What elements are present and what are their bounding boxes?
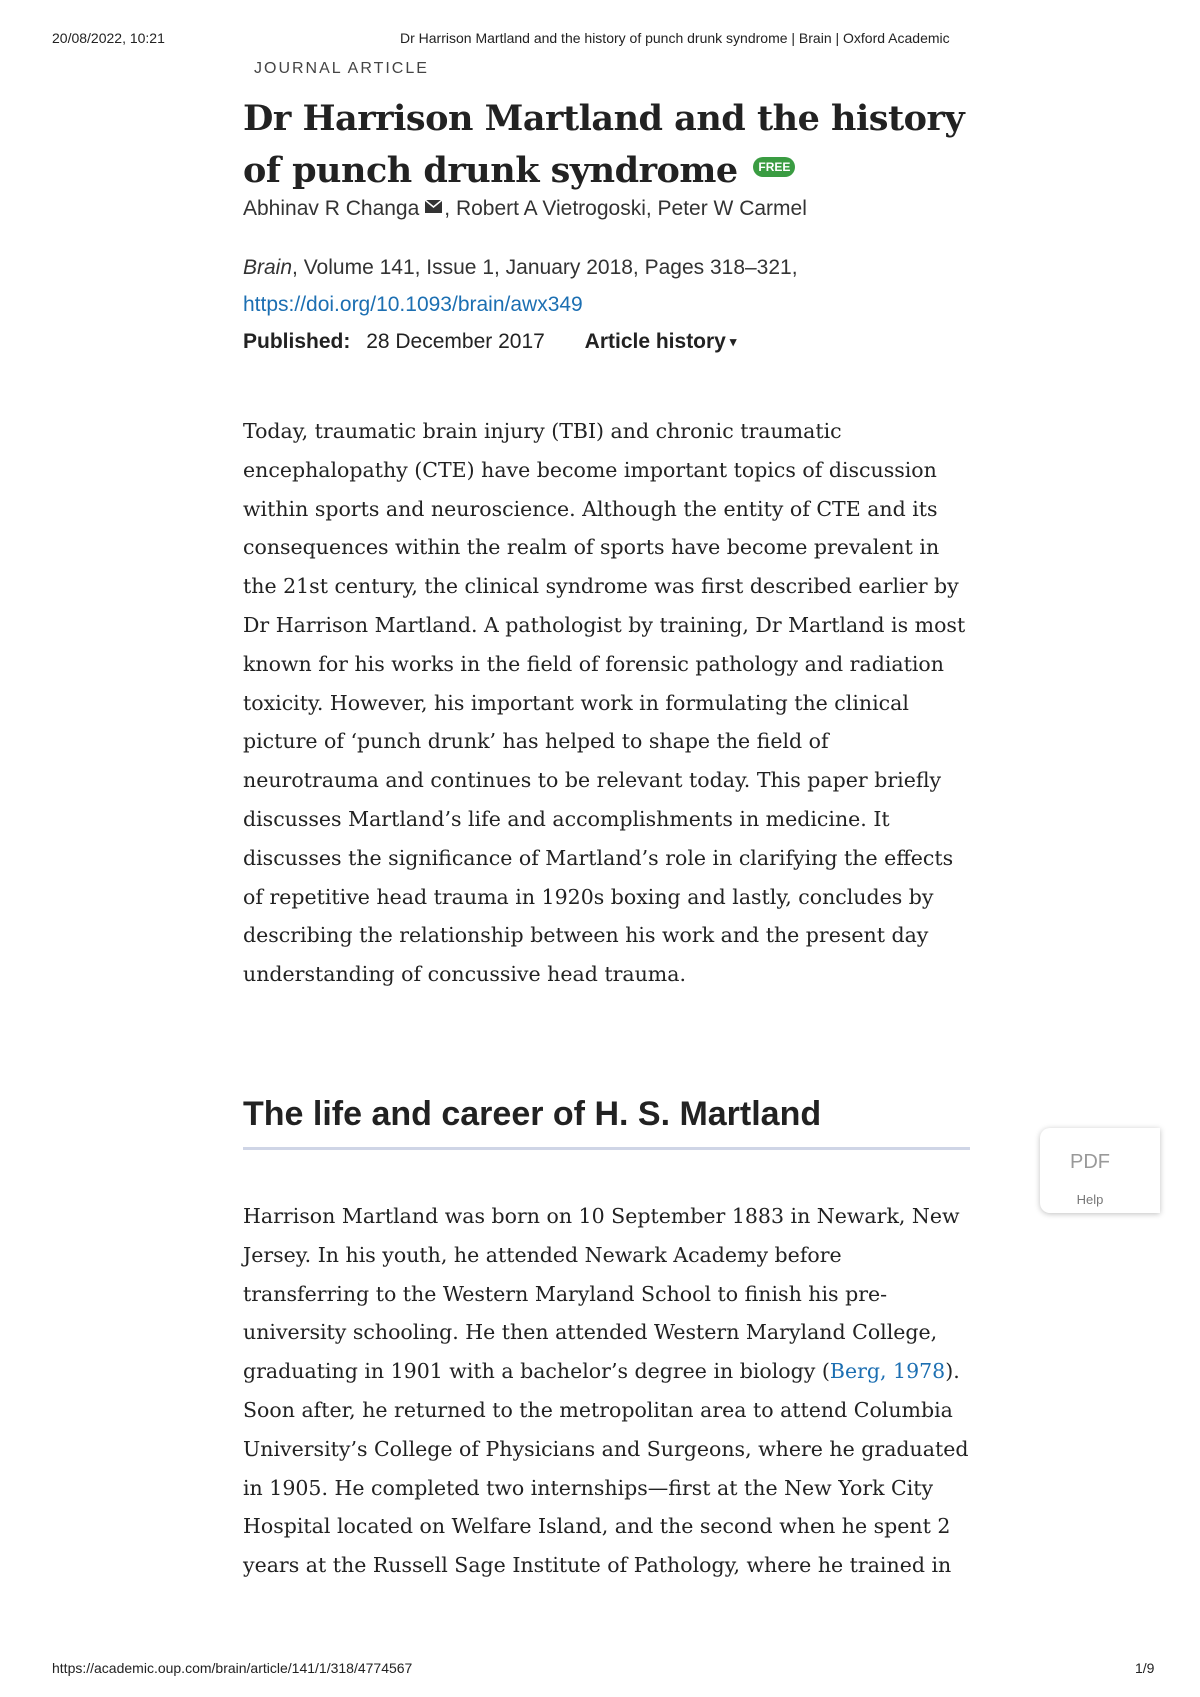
help-button[interactable]: Help: [1076, 1192, 1104, 1207]
pdf-help-widget[interactable]: [1040, 1128, 1160, 1213]
abstract: Today, traumatic brain injury (TBI) and chronic traumatic encephalopathy (CTE) have become important topics of discussion within sports and neuroscience. Although the entity of CTE and its consequences within the realm of sports have become prevalent in the 21st century, the clinical syndrome was first described earlier by Dr Harrison Martland. A pathologist by training, Dr Martland is most known for his works in the field of forensic pathology and radiation toxicity. However, his important work in formulating the clinical picture of ‘punch drunk’ has helped to shape the field of neurotrauma and continues to be relevant today. This paper briefly discusses Martland’s life and accomplishments in medicine. It discusses the significance of Martland’s role in clarifying the effects of repetitive head trauma in 1920s boxing and lastly, concludes by describing the relationship between his work and the present day understanding of concussive head trauma.: [243, 419, 966, 987]
section-divider: [243, 1147, 970, 1150]
article-type-label: JOURNAL ARTICLE: [254, 60, 429, 77]
article-history-toggle[interactable]: [585, 330, 737, 353]
doi-link[interactable]: https://doi.org/10.1093/brain/awx349: [243, 293, 583, 316]
author-list: [243, 197, 807, 221]
published-label: Published:: [243, 330, 351, 353]
published-date: 28 December 2017: [366, 330, 545, 353]
published-row: [243, 330, 736, 354]
page-number: 1/9: [1135, 1660, 1155, 1676]
article-history-label: Article history: [584, 330, 726, 353]
mail-icon[interactable]: [425, 195, 442, 219]
paragraph-text-before: Harrison Martland was born on 10 September 1883 in Newark, New Jersey. In his youth, he attended Newark Academy before transferring to the Western Maryland School to finish his pre-university schooling. He then attended Western Maryland College, graduating in 1901 with a bachelor’s degree in biology (: [243, 1204, 960, 1384]
author-link[interactable]: Abhinav R Changa: [243, 197, 420, 220]
article-title: [243, 93, 970, 197]
free-badge: FREE: [753, 157, 795, 177]
section-paragraph: [243, 1197, 970, 1585]
paragraph-text-after: ). Soon after, he returned to the metropolitan area to attend Columbia University’s College of Physicians and Surgeons, where he graduated in 1905. He completed two internships—first at the New York City Hospital located on Welfare Island, and the second when he spent 2 years at the Russell Sage Institute of Pathology, where he trained in: [243, 1359, 969, 1578]
print-datetime: 20/08/2022, 10:21: [52, 30, 165, 46]
chevron-down-icon: ▾: [729, 334, 737, 349]
citation: [243, 256, 798, 280]
reference-link[interactable]: Berg, 1978: [829, 1359, 946, 1384]
journal-name: Brain: [243, 256, 293, 279]
print-url: https://academic.oup.com/brain/article/141/1/318/4774567: [52, 1660, 413, 1676]
citation-details: , Volume 141, Issue 1, January 2018, Pages 318–321,: [292, 256, 798, 279]
coauthors[interactable]: , Robert A Vietrogoski, Peter W Carmel: [444, 197, 807, 220]
print-page-title: Dr Harrison Martland and the history of punch drunk syndrome | Brain | Oxford Academic: [400, 30, 950, 46]
section-heading: The life and career of H. S. Martland: [243, 1095, 822, 1133]
pdf-button[interactable]: PDF: [1070, 1151, 1110, 1173]
article-title-text: Dr Harrison Martland and the history of punch drunk syndrome: [243, 98, 965, 191]
